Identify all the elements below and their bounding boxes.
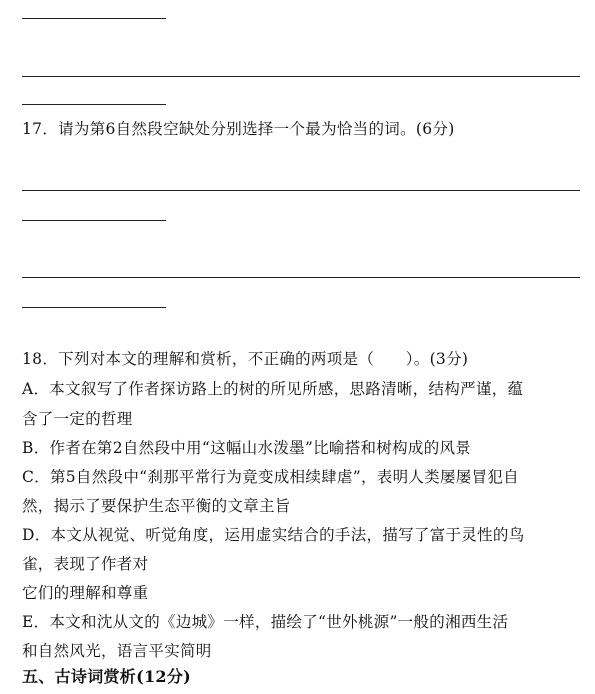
option-b: B．作者在第2自然段中用“这幅山水泼墨”比喻搭和树构成的风景 <box>22 439 472 457</box>
answer-line-short <box>22 18 166 19</box>
option-e-line-2: 和自然风光，语言平实简明 <box>22 642 212 660</box>
question-17-prompt: 17．请为第6自然段空缺处分别选择一个最为恰当的词。(6分) <box>22 120 455 138</box>
option-e-line-1: E．本文和沈从文的《边城》一样，描绘了“世外桃源”一般的湘西生活 <box>22 613 509 631</box>
option-c-line-1: C．第5自然段中“刹那平常行为竟变成相续肆虐”，表明人类屡屡冒犯自 <box>22 468 519 486</box>
option-c-line-2: 然，揭示了要保护生态平衡的文章主旨 <box>22 497 291 515</box>
option-a-line-1: A．本文叙写了作者探访路上的树的所见所感，思路清晰，结构严谨，蕴 <box>22 380 524 398</box>
option-a-line-2: 含了一定的哲理 <box>22 410 133 428</box>
answer-line-full <box>22 277 580 278</box>
answer-line-short <box>22 220 166 221</box>
answer-line-full <box>22 190 580 191</box>
answer-line-short <box>22 307 166 308</box>
answer-line-short <box>22 104 166 105</box>
question-18-prompt: 18．下列对本文的理解和赏析，不正确的两项是（ ）。(3分) <box>22 350 469 368</box>
answer-line-full <box>22 76 580 77</box>
option-d-line-3: 它们的理解和尊重 <box>22 584 149 602</box>
option-d-line-2: 雀，表现了作者对 <box>22 555 149 573</box>
option-d-line-1: D．本文从视觉、听觉角度，运用虚实结合的手法，描写了富于灵性的鸟 <box>22 526 525 544</box>
section-5-heading: 五、古诗词赏析(12分) <box>22 667 192 686</box>
